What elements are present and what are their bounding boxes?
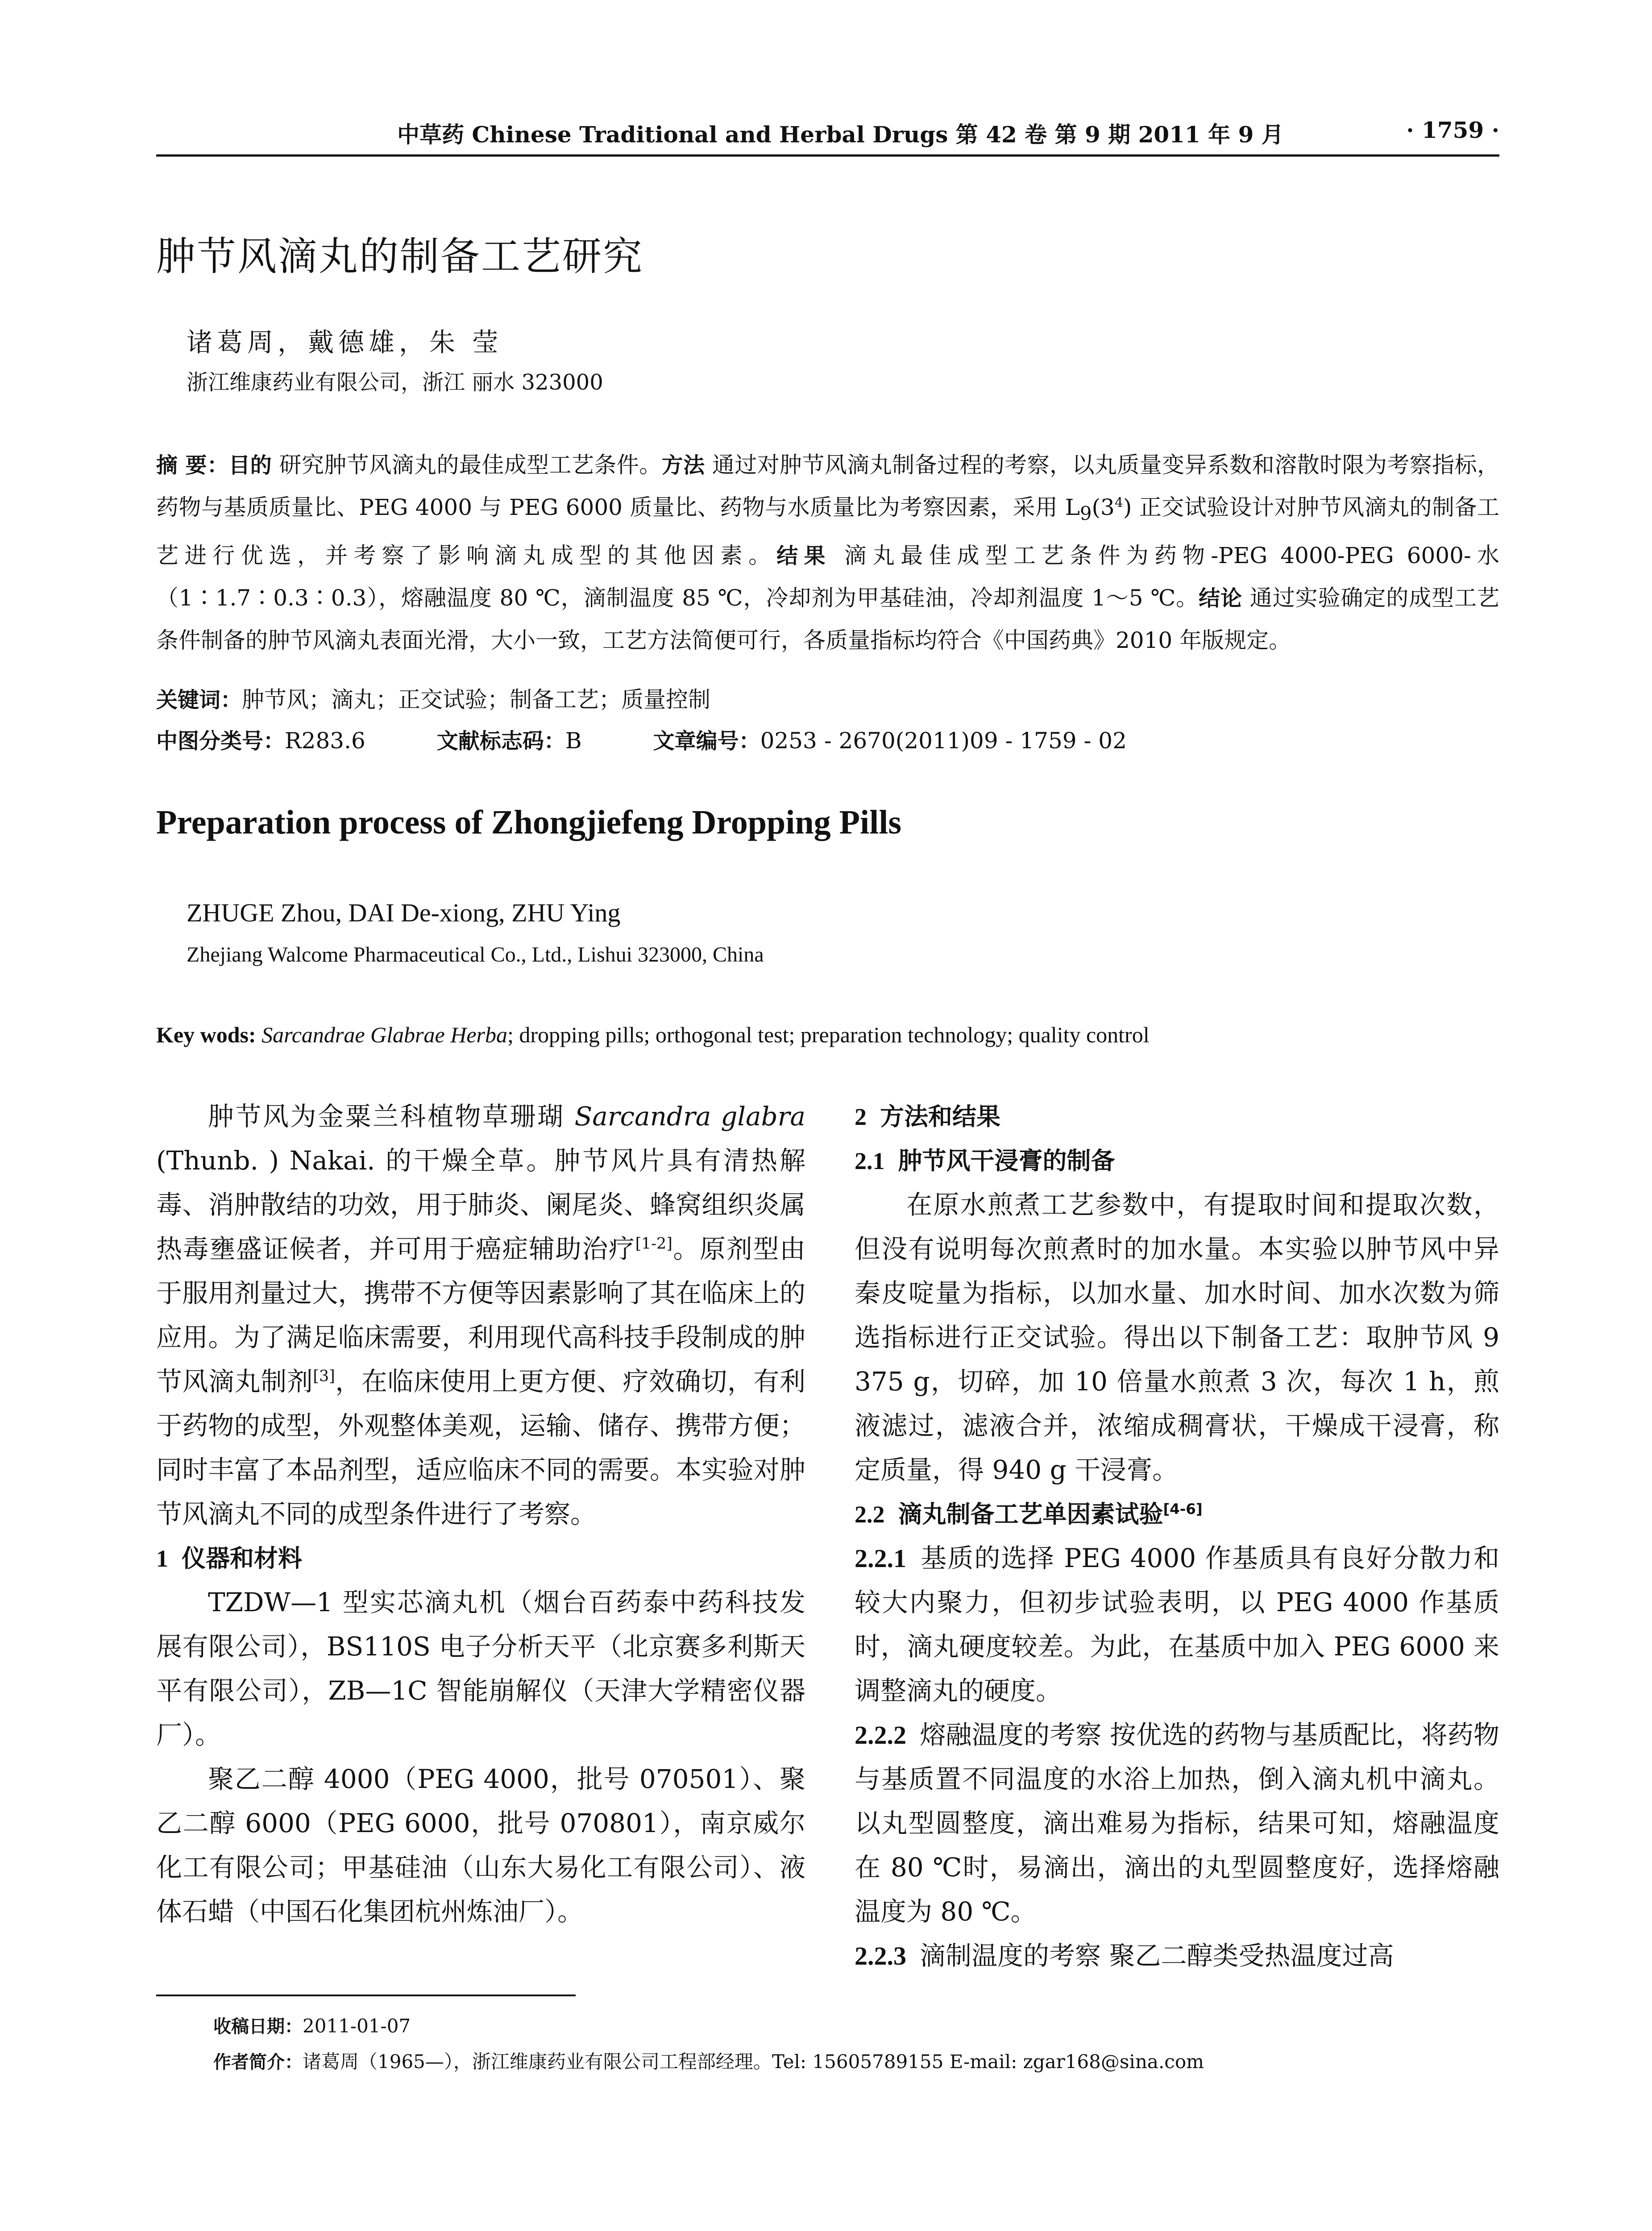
intro-text-4: ，在临床使用上更方便、疗效确切，有利于药物的成型，外观整体美观，运输、储存、携带方便；同时丰富了本品剂型，适应临床不同的需要。本实验对肿节风滴丸不同的成型条件进行了考察。: [156, 1366, 805, 1529]
article-no-value: 0253 - 2670(2011)09 - 1759 - 02: [760, 728, 1127, 754]
received-date-line: [213, 2012, 411, 2038]
citation-ref: [4-6]: [1163, 1501, 1203, 1518]
footnote-rule: [156, 1995, 576, 1996]
method-text-mid: (3: [1092, 494, 1115, 520]
intro-text: 肿节风为金粟兰科植物草珊瑚: [208, 1101, 575, 1132]
intro-paragraph: [156, 1095, 805, 1536]
author-bio-text: 诸葛周（1965—），浙江维康药业有限公司工程部经理。Tel: 15605789155 E-mail: zgar168@sina.com: [303, 2051, 1204, 2073]
clc-value: R283.6: [285, 728, 365, 754]
method-subscript: 9: [1079, 502, 1092, 524]
result-text: 滴丸最佳成型工艺条件为药物-PEG 4000-PEG 6000-水（1∶1.7∶0.3∶0.3），熔融温度 80 ℃，滴制温度 85 ℃，冷却剂为甲基硅油，冷却剂温度 1～5 ℃。: [156, 543, 1499, 611]
journal-header: 中草药 Chinese Traditional and Herbal Drugs 第 42 卷 第 9 期 2011 年 9 月: [397, 121, 1284, 148]
doc-code-label: 文献标志码：: [436, 729, 565, 754]
abstract-label: 摘 要：: [156, 453, 229, 478]
paragraph-text: 按优选的药物与基质配比，将药物与基质置不同温度的水浴上加热，倒入滴丸机中滴丸。以丸型圆整度，滴出难易为指标，结果可知，熔融温度在 80 ℃时，易滴出，滴出的丸型圆整度好，选择熔融温度为 80 ℃。: [855, 1720, 1499, 1927]
body-left-column: [156, 1095, 805, 1934]
dropping-temp-paragraph: [855, 1934, 1499, 1978]
section-number: 2.2.3: [855, 1941, 906, 1970]
section-number: 2.1: [855, 1148, 885, 1174]
instruments-paragraph: TZDW—1 型实芯滴丸机（烟台百药泰中药科技发展有限公司），BS110S 电子分析天平（北京赛多利斯天平有限公司），ZB—1C 智能崩解仪（天津大学精密仪器厂）。: [156, 1587, 805, 1750]
article-no-label: 文章编号：: [653, 729, 760, 754]
citation-ref: [1-2]: [635, 1235, 672, 1253]
matrix-paragraph: [855, 1536, 1499, 1713]
english-keywords-text: ; dropping pills; orthogonal test; preparation technology; quality control: [507, 1022, 1150, 1047]
method-text: 通过对肿节风滴丸制备过程的考察，以丸质量变异系数和溶散时限为考察指标，药物与基质质量比、PEG 4000 与 PEG 6000 质量比、药物与水质量比为考察因素，采用 L: [156, 452, 1499, 520]
section-title: 滴丸制备工艺单因素试验: [898, 1500, 1163, 1528]
clc-label: 中图分类号：: [156, 729, 285, 754]
section-number: 2.2.1: [855, 1544, 906, 1573]
aim-text: 研究肿节风滴丸的最佳成型工艺条件。: [272, 452, 662, 478]
method-superscript: 4: [1114, 495, 1123, 511]
intro-text-3: 。原剂型由于服用剂量过大，携带不方便等因素影响了其在临床上的应用。为了满足临床需要，利用现代高科技手段制成的肿节风滴丸制剂: [156, 1234, 805, 1397]
paragraph-text: PEG 4000 作基质具有良好分散力和较大内聚力，但初步试验表明，以 PEG 4000 作基质时，滴丸硬度较差。为此，在基质中加入 PEG 6000 来调整滴丸的硬度。: [855, 1543, 1499, 1706]
intro-text-2: (Thunb. ) Nakai. 的干燥全草。肿节风片具有清热解毒、消肿散结的功效，用于肺炎、阑尾炎、蜂窝组织炎属热毒壅盛证候者，并可用于癌症辅助治疗: [156, 1145, 805, 1264]
chinese-title: 肿节风滴丸的制备工艺研究: [156, 233, 644, 279]
section-number: 2: [855, 1103, 867, 1130]
section-title: 熔融温度的考察: [920, 1720, 1102, 1750]
english-authors: ZHUGE Zhou, DAI De-xiong, ZHU Ying: [187, 898, 621, 927]
english-keywords-label: Key wods:: [156, 1022, 256, 1047]
extract-paragraph: 在原水煎煮工艺参数中，有提取时间和提取次数，但没有说明每次煎煮时的加水量。本实验以肿节风中异秦皮啶量为指标，以加水量、加水时间、加水次数为筛选指标进行正交试验。得出以下制备工艺：取肿节风 9 375 g，切碎，加 10 倍量水煎煮 3 次，每次 1 h，煎液滤过，滤液合并，浓缩成稠膏状，干燥成干浸膏，称定质量，得 940 g 干浸膏。: [855, 1190, 1499, 1485]
keywords-text: 肿节风；滴丸；正交试验；制备工艺；质量控制: [242, 687, 711, 713]
header-rule: [156, 154, 1499, 157]
english-affiliation: Zhejiang Walcome Pharmaceutical Co., Ltd., Lishui 323000, China: [187, 943, 764, 966]
running-header: [156, 117, 1499, 153]
section-title: 仪器和材料: [182, 1544, 302, 1572]
section-number: 1: [156, 1545, 168, 1572]
subsection-heading-2-1: [855, 1139, 1499, 1183]
chinese-authors: 诸葛周，戴德雄，朱 莹: [187, 327, 503, 357]
section-title: 基质的选择: [920, 1543, 1055, 1573]
section-title: 滴制温度的考察: [920, 1941, 1101, 1971]
method-text-post: ) 正交试验设计对肿节风滴丸的制备工艺进行优选，并考察了影响滴丸成型的其他因素。: [156, 494, 1499, 568]
chinese-affiliation: 浙江维康药业有限公司，浙江 丽水 323000: [187, 370, 603, 395]
section-number: 2.2: [855, 1501, 885, 1528]
section-heading-1: [156, 1536, 805, 1580]
melting-paragraph: [855, 1713, 1499, 1934]
author-bio-label: 作者简介：: [213, 2052, 303, 2073]
doc-code-value: B: [565, 728, 582, 754]
section-number: 2.2.2: [855, 1721, 906, 1750]
method-label: 方法: [661, 453, 705, 478]
section-heading-2: [855, 1095, 1499, 1139]
paragraph-text: 聚乙二醇类受热温度过高: [1101, 1941, 1394, 1971]
citation-ref: [3]: [313, 1367, 335, 1385]
section-title: 肿节风干浸膏的制备: [898, 1147, 1115, 1175]
english-keywords: [156, 1022, 1150, 1048]
chinese-keywords: [156, 682, 710, 714]
subsection-heading-2-2: [855, 1492, 1499, 1536]
english-keywords-latin: Sarcandrae Glabrae Herba: [261, 1022, 507, 1047]
conclusion-label: 结论: [1199, 586, 1242, 611]
materials-paragraph: 聚乙二醇 4000（PEG 4000，批号 070501）、聚乙二醇 6000（PEG 6000，批号 070801），南京威尔化工有限公司；甲基硅油（山东大易化工有限公司）、液体石蜡（中国石化集团杭州炼油厂）。: [156, 1764, 805, 1927]
received-date: 2011-01-07: [303, 2015, 411, 2037]
body-right-column: [855, 1095, 1499, 1978]
english-title: Preparation process of Zhongjiefeng Dropping Pills: [156, 804, 901, 841]
aim-label: 目的: [228, 453, 272, 478]
latin-name: Sarcandra glabra: [574, 1101, 805, 1132]
conclusion-text: 通过实验确定的成型工艺条件制备的肿节风滴丸表面光滑，大小一致，工艺方法简便可行，各质量指标均符合《中国药典》2010 年版规定。: [156, 585, 1499, 653]
chinese-abstract: [156, 444, 1499, 661]
section-title: 方法和结果: [880, 1103, 1000, 1131]
page-number: · 1759 ·: [1406, 117, 1499, 143]
result-label: 结果: [776, 543, 831, 568]
keywords-label: 关键词：: [156, 688, 242, 713]
author-bio-line: [213, 2047, 1204, 2074]
classification-line: [156, 724, 1127, 755]
received-label: 收稿日期：: [213, 2016, 303, 2037]
